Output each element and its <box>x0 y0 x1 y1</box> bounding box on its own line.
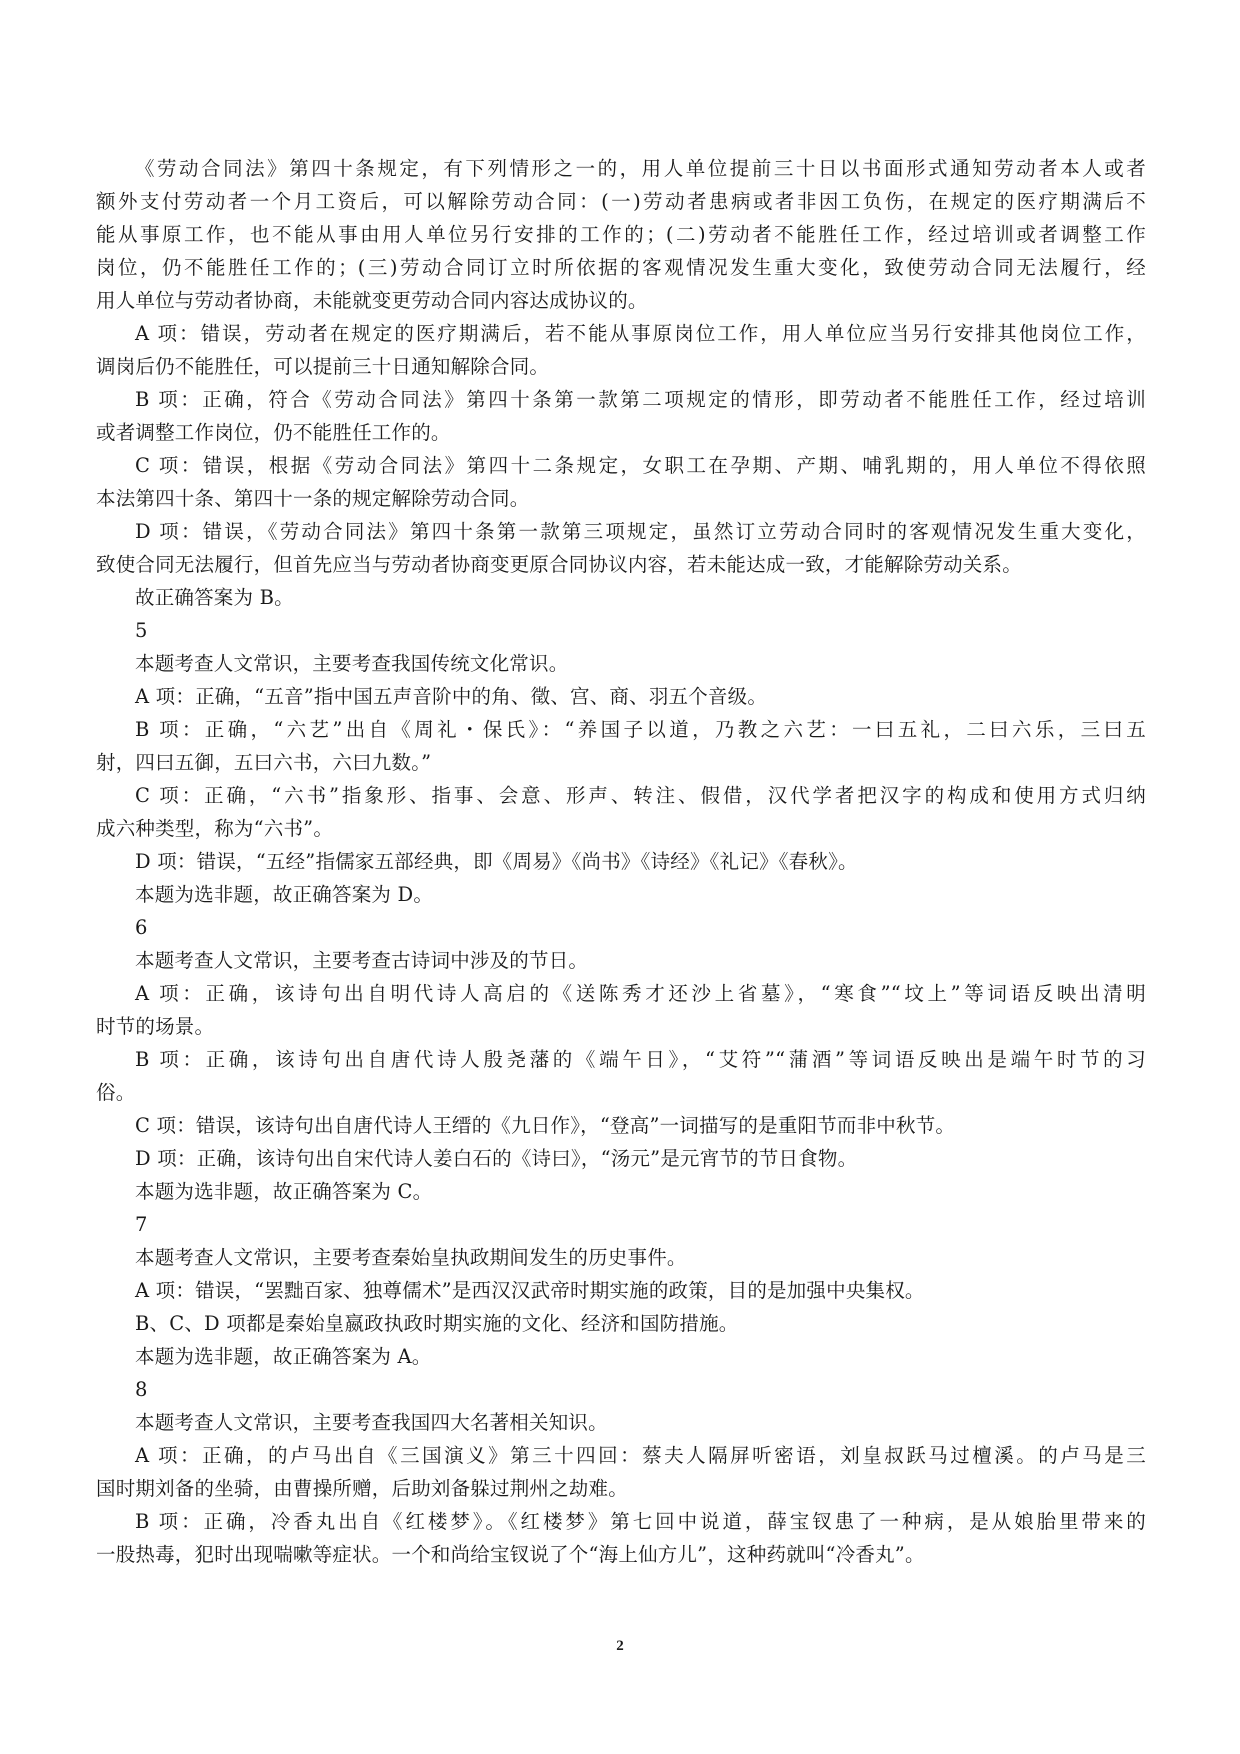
text-line: D 项：错误，《劳动合同法》第四十条第一款第三项规定，虽然订立劳动合同时的客观情况发生重大变化， <box>135 520 1146 543</box>
text-line: 调岗后仍不能胜任，可以提前三十日通知解除合同。 <box>96 355 550 378</box>
topic-line: 本题考查人文常识，主要考查秦始皇执政期间发生的历史事件。 <box>135 1246 687 1269</box>
text-line: 用人单位与劳动者协商，未能就变更劳动合同内容达成协议的。 <box>96 289 648 312</box>
text-line: 岗位，仍不能胜任工作的；(三)劳动合同订立时所依据的客观情况发生重大变化，致使劳动合同无法履行，经 <box>96 256 1146 279</box>
document-body <box>96 152 1146 1571</box>
text-line: 俗。 <box>96 1081 136 1104</box>
question-number: 6 <box>135 916 148 939</box>
text-line: B 项：正确，该诗句出自唐代诗人殷尧藩的《端午日》，“艾符”“蒲酒”等词语反映出是端午时节的习 <box>135 1048 1146 1071</box>
text-line: 国时期刘备的坐骑，由曹操所赠，后助刘备躲过荆州之劫难。 <box>96 1477 628 1500</box>
paragraph-law-article <box>96 152 1146 317</box>
option-line: D 项：正确，该诗句出自宋代诗人姜白石的《诗曰》，“汤元”是元宵节的节日食物。 <box>135 1147 858 1170</box>
answer-line: 本题为选非题，故正确答案为 C。 <box>135 1180 433 1203</box>
text-line: 能从事原工作，也不能从事由用人单位另行安排的工作的；(二)劳动者不能胜任工作，经过培训或者调整工作 <box>96 223 1146 246</box>
paragraph-option-b <box>96 1043 1146 1109</box>
option-line: B、C、D 项都是秦始皇嬴政执政时期实施的文化、经济和国防措施。 <box>135 1312 739 1335</box>
paragraph-option-c <box>96 779 1146 845</box>
text-line: A 项：正确，的卢马出自《三国演义》第三十四回：蔡夫人隔屏听密语，刘皇叔跃马过檀溪。的卢马是三 <box>135 1444 1146 1467</box>
question-number: 5 <box>135 619 148 642</box>
option-line: A 项：错误，“罢黜百家、独尊儒术”是西汉汉武帝时期实施的政策，目的是加强中央集权。 <box>135 1279 925 1302</box>
option-line: A 项：正确，“五音”指中国五声音阶中的角、徵、宫、商、羽五个音级。 <box>135 685 768 708</box>
question-number: 7 <box>135 1213 148 1236</box>
option-line: D 项：错误，“五经”指儒家五部经典，即《周易》《尚书》《诗经》《礼记》《春秋》。 <box>135 850 858 873</box>
paragraph-option-a <box>96 977 1146 1043</box>
text-line: 或者调整工作岗位，仍不能胜任工作的。 <box>96 421 451 444</box>
text-line: 《劳动合同法》第四十条规定，有下列情形之一的，用人单位提前三十日以书面形式通知劳动者本人或者 <box>135 157 1146 180</box>
paragraph-option-b <box>96 1505 1146 1571</box>
text-line: B 项：正确，冷香丸出自《红楼梦》。《红楼梦》第七回中说道，薛宝钗患了一种病，是从娘胎里带来的 <box>135 1510 1146 1533</box>
answer-line: 本题为选非题，故正确答案为 D。 <box>135 883 434 906</box>
question-number: 8 <box>135 1378 148 1401</box>
text-line: 射，四曰五御，五曰六书，六曰九数。” <box>96 751 432 774</box>
answer-line: 本题为选非题，故正确答案为 A。 <box>135 1345 432 1368</box>
paragraph-option-a <box>96 1439 1146 1505</box>
paragraph-option-a <box>96 317 1146 383</box>
page-number: 2 <box>616 1638 624 1654</box>
text-line: A 项：正确，该诗句出自明代诗人高启的《送陈秀才还沙上省墓》，“寒食”“坟上”等词语反映出清明 <box>135 982 1146 1005</box>
paragraph-option-b <box>96 383 1146 449</box>
topic-line: 本题考查人文常识，主要考查古诗词中涉及的节日。 <box>135 949 589 972</box>
paragraph-option-b <box>96 713 1146 779</box>
text-line: 本法第四十条、第四十一条的规定解除劳动合同。 <box>96 487 530 510</box>
text-line: C 项：正确，“六书”指象形、指事、会意、形声、转注、假借，汉代学者把汉字的构成和使用方式归纳 <box>135 784 1146 807</box>
text-line: A 项：错误，劳动者在规定的医疗期满后，若不能从事原岗位工作，用人单位应当另行安排其他岗位工作， <box>135 322 1146 345</box>
paragraph-option-c <box>96 449 1146 515</box>
text-line: 一股热毒，犯时出现喘嗽等症状。一个和尚给宝钗说了个“海上仙方儿”，这种药就叫“冷香丸”。 <box>96 1543 925 1566</box>
answer-line: 故正确答案为 B。 <box>135 586 294 609</box>
text-line: 额外支付劳动者一个月工资后，可以解除劳动合同：(一)劳动者患病或者非因工负伤，在规定的医疗期满后不 <box>96 190 1146 213</box>
text-line: 时节的场景。 <box>96 1015 215 1038</box>
paragraph-option-d <box>96 515 1146 581</box>
text-line: B 项：正确，“六艺”出自《周礼・保氏》：“养国子以道，乃教之六艺：一曰五礼，二曰六乐，三曰五 <box>135 718 1146 741</box>
text-line: C 项：错误，根据《劳动合同法》第四十二条规定，女职工在孕期、产期、哺乳期的，用人单位不得依照 <box>135 454 1146 477</box>
option-line: C 项：错误，该诗句出自唐代诗人王缙的《九日作》，“登高”一词描写的是重阳节而非中秋节。 <box>135 1114 956 1137</box>
topic-line: 本题考查人文常识，主要考查我国传统文化常识。 <box>135 652 569 675</box>
text-line: 致使合同无法履行，但首先应当与劳动者协商变更原合同协议内容，若未能达成一致，才能解除劳动关系。 <box>96 553 1022 576</box>
text-line: 成六种类型，称为“六书”。 <box>96 817 334 840</box>
topic-line: 本题考查人文常识，主要考查我国四大名著相关知识。 <box>135 1411 608 1434</box>
text-line: B 项：正确，符合《劳动合同法》第四十条第一款第二项规定的情形，即劳动者不能胜任工作，经过培训 <box>135 388 1146 411</box>
